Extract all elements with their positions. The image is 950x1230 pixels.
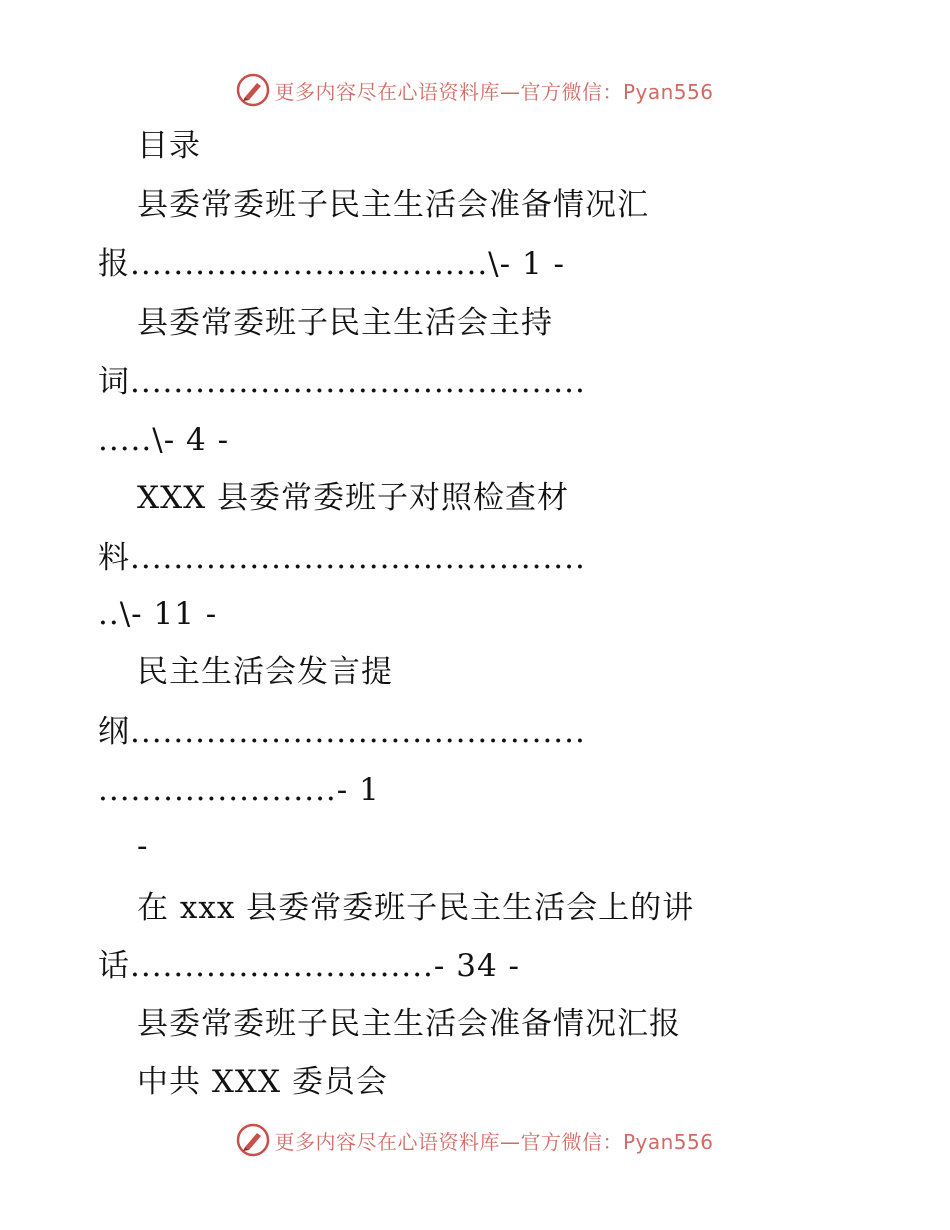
toc-line: 民主生活会发言提 — [137, 654, 393, 690]
footer-watermark — [0, 1120, 950, 1160]
toc-line: 报.................................\- 1 - — [98, 246, 566, 282]
toc-line: 纲.......................................... — [98, 714, 586, 750]
toc-line: ......................- 1 — [98, 772, 380, 808]
toc-line: ..\- 11 - — [98, 596, 218, 632]
toc-line: XXX 县委常委班子对照检查材 — [137, 480, 570, 516]
header-watermark — [0, 70, 950, 110]
issuing-organization: 中共 XXX 委员会 — [137, 1064, 388, 1100]
toc-line: .....\- 4 - — [98, 422, 230, 458]
watermark-text: 更多内容尽在心语资料库—官方微信：Pyan556 — [274, 79, 714, 104]
toc-line: 料.......................................... — [98, 540, 586, 576]
toc-heading: 目录 — [137, 128, 201, 164]
document-title: 县委常委班子民主生活会准备情况汇报 — [137, 1006, 681, 1042]
toc-line: 县委常委班子民主生活会准备情况汇 — [137, 187, 649, 223]
toc-line: 在 xxx 县委常委班子民主生活会上的讲 — [137, 890, 695, 926]
pen-logo-icon — [236, 1123, 270, 1157]
toc-line: 话............................- 34 - — [98, 948, 521, 984]
toc-line: 县委常委班子民主生活会主持 — [137, 305, 553, 341]
toc-line: - — [137, 828, 149, 864]
pen-logo-icon — [236, 73, 270, 107]
watermark-text: 更多内容尽在心语资料库—官方微信：Pyan556 — [274, 1129, 714, 1154]
toc-line: 词.......................................... — [98, 364, 586, 400]
